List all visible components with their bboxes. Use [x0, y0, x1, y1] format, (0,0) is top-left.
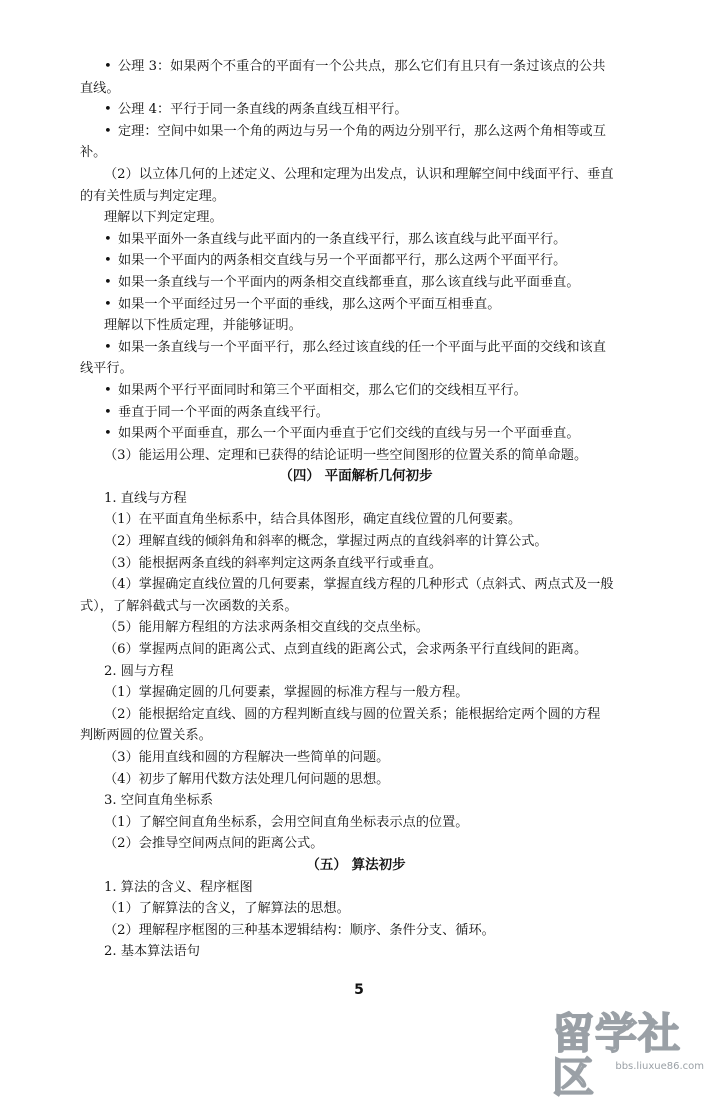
bullet-icon: •	[104, 339, 112, 355]
bullet-item	[80, 294, 632, 316]
text-line	[80, 531, 632, 553]
line-text: 线平行。	[80, 361, 133, 377]
line-text: 判断两圆的位置关系。	[80, 728, 212, 744]
bullet-icon: •	[104, 231, 112, 247]
bullet-item	[80, 250, 632, 272]
text-line	[80, 553, 632, 575]
line-text: 3. 空间直角坐标系	[104, 793, 214, 809]
bullet-item	[80, 337, 632, 359]
bullet-icon: •	[104, 123, 112, 139]
bullet-icon: •	[104, 296, 112, 312]
text-line	[80, 488, 632, 510]
text-line	[80, 747, 632, 769]
bullet-item	[80, 402, 632, 424]
bullet-item	[80, 56, 632, 78]
line-text: （3）能用直线和圆的方程解决一些简单的问题。	[104, 750, 390, 765]
text-line	[80, 142, 632, 164]
watermark-url: bbs.liuxue86.com	[615, 1061, 704, 1072]
text-line	[80, 920, 632, 942]
line-text: 如果两个平面垂直，那么一个平面内垂直于它们交线的直线与另一个平面垂直。	[118, 426, 580, 442]
line-text: 定理：空间中如果一个角的两边与另一个角的两边分别平行，那么这两个角相等或互	[118, 123, 606, 139]
text-line	[80, 682, 632, 704]
text-line	[80, 315, 632, 337]
line-text: （1）了解算法的含义，了解算法的思想。	[104, 901, 350, 917]
section-heading	[80, 855, 632, 877]
line-text: （2）能根据给定直线、圆的方程判断直线与圆的位置关系；能根据给定两个圆的方程	[104, 706, 601, 722]
text-line	[80, 790, 632, 812]
text-line	[80, 725, 632, 747]
line-text: 补。	[80, 145, 107, 161]
line-text: （2）以立体几何的上述定义、公理和定理为出发点，认识和理解空间中线面平行、垂直	[104, 166, 614, 182]
line-text: 如果平面外一条直线与此平面内的一条直线平行，那么该直线与此平面平行。	[118, 231, 567, 247]
bullet-item	[80, 99, 632, 121]
line-text: 公理 3：如果两个不重合的平面有一个公共点，那么它们有且只有一条过该点的公共	[118, 59, 606, 74]
text-line	[80, 509, 632, 531]
line-text: 如果一个平面经过另一个平面的垂线，那么这两个平面互相垂直。	[118, 296, 501, 312]
bullet-icon: •	[104, 253, 112, 269]
line-text: 式），了解斜截式与一次函数的关系。	[80, 598, 298, 614]
text-line	[80, 358, 632, 380]
line-text: 直线。	[80, 80, 120, 96]
bullet-icon: •	[104, 382, 112, 398]
watermark-title: 留学社区	[552, 1009, 682, 1102]
line-text: （五） 算法初步	[306, 856, 406, 873]
page-number: 5	[354, 982, 364, 998]
bullet-item	[80, 272, 632, 294]
line-text: 的有关性质与判定定理。	[80, 188, 226, 204]
text-line	[80, 769, 632, 791]
line-text: （3）能根据两条直线的斜率判定这两条直线平行或垂直。	[104, 555, 443, 571]
line-text: （6）掌握两点间的距离公式、点到直线的距离公式，会求两条平行直线间的距离。	[104, 642, 588, 658]
line-text: 公理 4：平行于同一条直线的两条直线互相平行。	[118, 102, 408, 118]
line-text: （1）了解空间直角坐标系，会用空间直角坐标表示点的位置。	[104, 814, 469, 830]
line-text: 理解以下性质定理，并能够证明。	[104, 318, 302, 334]
bullet-icon: •	[104, 59, 112, 74]
line-text: 如果一条直线与一个平面内的两条相交直线都垂直，那么该直线与此平面垂直。	[118, 274, 580, 290]
line-text: （2）理解程序框图的三种基本逻辑结构：顺序、条件分支、循环。	[104, 922, 495, 938]
text-line	[80, 617, 632, 639]
line-text: （4）初步了解用代数方法处理几何问题的思想。	[104, 771, 390, 787]
line-text: （4）掌握确定直线位置的几何要素，掌握直线方程的几种形式（点斜式、两点式及一般	[104, 577, 614, 593]
bullet-item	[80, 423, 632, 445]
text-line	[80, 898, 632, 920]
line-text: （5）能用解方程组的方法求两条相交直线的交点坐标。	[104, 620, 429, 636]
line-text: 垂直于同一个平面的两条直线平行。	[118, 404, 329, 420]
text-line	[80, 186, 632, 208]
text-line	[80, 812, 632, 834]
line-text: 2. 圆与方程	[104, 663, 174, 679]
line-text: 如果两个平行平面同时和第三个平面相交，那么它们的交线相互平行。	[118, 382, 527, 398]
bullet-item	[80, 380, 632, 402]
text-line	[80, 639, 632, 661]
bullet-icon: •	[104, 426, 112, 442]
section-heading	[80, 466, 632, 488]
text-line	[80, 877, 632, 899]
text-line	[80, 661, 632, 683]
line-text: 如果一个平面内的两条相交直线与另一个平面都平行，那么这两个平面平行。	[118, 253, 567, 269]
text-line	[80, 78, 632, 100]
bullet-icon: •	[104, 404, 112, 420]
line-text: （1）掌握确定圆的几何要素，掌握圆的标准方程与一般方程。	[104, 685, 469, 701]
line-text: 理解以下判定定理。	[104, 210, 223, 226]
bullet-icon: •	[104, 274, 112, 290]
line-text: 2. 基本算法语句	[104, 944, 200, 960]
line-text: （3）能运用公理、定理和已获得的结论证明一些空间图形的位置关系的简单命题。	[104, 447, 588, 463]
text-line	[80, 596, 632, 618]
bullet-icon: •	[104, 102, 112, 118]
line-text: （1）在平面直角坐标系中，结合具体图形，确定直线位置的几何要素。	[104, 512, 522, 528]
text-line	[80, 704, 632, 726]
line-text: 如果一条直线与一个平面平行，那么经过该直线的任一个平面与此平面的交线和该直	[118, 339, 606, 355]
text-line	[80, 941, 632, 963]
text-line	[80, 833, 632, 855]
text-line	[80, 445, 632, 467]
page-body	[80, 56, 632, 963]
line-text: （2）会推导空间两点间的距离公式。	[104, 836, 324, 852]
line-text: （2）理解直线的倾斜角和斜率的概念，掌握过两点的直线斜率的计算公式。	[104, 534, 548, 550]
text-line	[80, 164, 632, 186]
line-text: 1. 算法的含义、程序框图	[104, 879, 253, 895]
bullet-item	[80, 229, 632, 251]
watermark-logo	[552, 1009, 710, 1102]
text-line	[80, 574, 632, 596]
line-text: 1. 直线与方程	[104, 490, 187, 506]
line-text: （四） 平面解析几何初步	[279, 468, 433, 485]
text-line	[80, 207, 632, 229]
bullet-item	[80, 121, 632, 143]
